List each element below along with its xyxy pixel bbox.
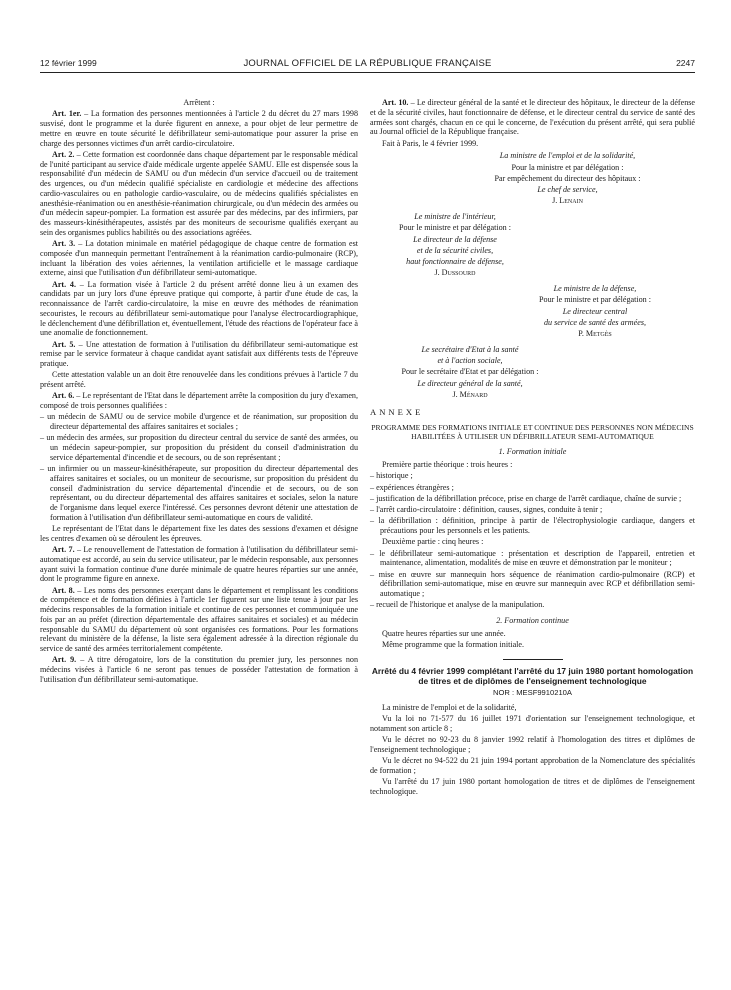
signature-block-interieur: Le ministre de l'intérieur, Pour le ministre et par délégation : Le directeur de la défense et de la sécurité civiles, haut fonctionnaire de défense, J. Dussourd <box>399 212 511 278</box>
nor-reference: NOR : MESF9910210A <box>493 687 572 697</box>
premiere-partie-item: – historique ; <box>370 471 413 481</box>
right-column <box>370 98 695 798</box>
article-5: Art. 5. – Une attestation de formation à l'utilisation du défibrillateur semi-automatique est remise par le service formateur à chaque candidat ayant satisfait aux différents tests de l'épreuve pratique. <box>40 339 359 368</box>
left-column <box>40 98 358 686</box>
visa-line: Vu le décret no 92-23 du 8 janvier 1992 relatif à l'homologation des titres et diplômes de l'enseignement technologique ; <box>370 734 695 754</box>
arrete-title: Arrêté du 4 février 1999 complétant l'arrêté du 17 juin 1980 portant homologation de titres et de diplômes de l'enseignement technologique <box>371 665 694 686</box>
premiere-partie-item: – expériences étrangères ; <box>370 482 454 492</box>
annexe-heading: ANNEXE <box>370 406 424 417</box>
section-formation-continue: 2. Formation continue <box>496 616 569 625</box>
article-6: Art. 6. – Le représentant de l'Etat dans le département arrête la composition du jury d'examen, composé de trois personnes qualifiées : <box>40 391 358 410</box>
visa-line: La ministre de l'emploi et de la solidarité, <box>382 702 517 712</box>
article-6-item-1: – un médecin de SAMU ou de service mobile d'urgence et de réanimation, sur proposition du directeur départemental des affaires sanitaires et sociales ; <box>40 412 358 431</box>
formation-continue-line: Même programme que la formation initiale. <box>382 640 525 649</box>
section-divider <box>503 659 563 660</box>
article-6-item-2: – un médecin des armées, sur proposition du directeur central du service de santé des armées, ou un médecin sapeur-pompier, sur proposition du président du conseil d'administration du service départemental d'incendie et de secours, ou de son représentant ; <box>40 433 358 462</box>
deuxieme-partie-item: – mise en œuvre sur mannequin hors séquence de réanimation cardio-pulmonaire (RCP) et défibrillation semi-automatique, mise en œuvre sur mannequin avec RCP et défibrillation semi-automatique ; <box>370 569 695 598</box>
premiere-partie-item: – justification de la défibrillation précoce, prise en charge de l'arrêt cardiaque, chaîne de survie ; <box>370 493 682 503</box>
signature-block-emploi: La ministre de l'emploi et de la solidarité, Pour la ministre et par délégation : Par empêchement du directeur des hôpitaux : Le chef de service, J. Lenain <box>494 151 641 206</box>
premiere-partie-item: – la défibrillation : définition, principe à partir de l'électrophysiologie cardiaque, dangers et précautions pour les personnels et les patients. <box>370 516 695 535</box>
visa-line: Vu la loi no 71-577 du 16 juillet 1971 d'orientation sur l'enseignement technologique, et notamment son article 8 ; <box>370 713 695 733</box>
article-4: Art. 4. – La formation visée à l'article 2 du présent arrêté donne lieu à un examen des candidats par un jury lors d'une épreuve pratique qui comporte, à partir d'une étude de cas, la reconnaissance de l'arrêt cardio-circulatoire, la mise en œuvre des méthodes de réanimation secouristes, le recours au défibrillateur semi-automatique pour l'analyse électrocardiographique, le déclenchement d'une défibrillation et, éventuellement, l'étude des réactions de l'opérateur face à une anomalie de fonctionnement. <box>40 279 359 338</box>
article-2: Art. 2. – Cette formation est coordonnée dans chaque département par le responsable médical de l'unité participant au service d'aide médicale urgente appelée SAMU. Elle est dispensée sous la responsabilité d'un médecin de SAMU ou d'un médecin d'un service d'accueil ou de traitement des urgences, ou d'un médecin qualifié spécialiste en cardiologie et médecine des affections cardio-vasculaires ou en pathologie cardio-vasculaire, ou de médecins qualifiés spécialistes en anesthésie-réanimation ou en anesthésie-réanimation chirurgicale, ou d'un médecin des armées ou d'un médecin sapeur-pompier. La formation est assurée par des médecins, par des infirmiers, par des masseurs-kinésithérapeutes, assistés par des moniteurs de secourisme qualifiés exerçant au sein des organismes publics habilités ou des associations agréées. <box>40 149 359 237</box>
article-9: Art. 9. – A titre dérogatoire, lors de la constitution du premier jury, les personnes non médecins visées à l'article 6 ne seront pas tenues de posséder l'attestation de formation à l'utilisation d'un défibrillateur semi-automatique. <box>40 655 359 684</box>
deuxieme-partie-item: – le défibrillateur semi-automatique : présentation et description de l'appareil, entretien et maintenance, alimentation, modalités de mise en œuvre et démonstration par le moniteur ; <box>370 548 695 568</box>
arretent-heading: Arrêtent : <box>183 98 215 107</box>
article-6-paragraph-2: Le représentant de l'Etat dans le département fixe les dates des sessions d'examen et désigne les centres d'examen où se déroulent les épreuves. <box>40 524 358 543</box>
article-6-item-3: – un infirmier ou un masseur-kinésithérapeute, sur proposition du directeur départemental des affaires sanitaires et sociales, ou un moniteur de secourisme, sur proposition du président du conseil d'administration du service départemental d'incendie et de secours, ou de son représentant, ou du directeur départemental des affaires sanitaires et sociales, selon la nature de l'organisme dans lequel exerce l'intéressé. Ces personnes devront détenir une attestation de formation à l'utilisation d'un défibrillateur semi-automatique en cours de validité. <box>40 464 358 522</box>
deuxieme-partie: Deuxième partie : cinq heures : <box>382 537 484 547</box>
signature-block-defense: Le ministre de la défense, Pour le ministre et par délégation : Le directeur central du service de santé des armées, P. Metgès <box>539 284 651 338</box>
article-5-paragraph-2: Cette attestation valable un an doit être renouvelée dans les conditions prévues à l'article 7 du présent arrêté. <box>40 370 358 389</box>
header-page-number: 2247 <box>676 58 695 68</box>
visa-line: Vu l'arrêté du 17 juin 1980 portant homologation de titres et de diplômes de l'enseignement technologique. <box>370 776 695 796</box>
page-header <box>40 58 695 73</box>
signature-block-sante: Le secrétaire d'Etat à la santé et à l'action sociale, Pour le secrétaire d'Etat et par délégation : Le directeur général de la santé, J. Ménard <box>401 344 539 399</box>
formation-continue-line: Quatre heures réparties sur une année. <box>382 628 506 638</box>
article-1: Art. 1er. – La formation des personnes mentionnées à l'article 2 du décret du 27 mars 1998 susvisé, dont le programme et la durée figurent en annexe, a pour objet de leur permettre de mettre en œuvre en toute sécurité le défibrillateur semi-automatique pour assurer la prise en charge des personnes victimes d'un arrêt cardio-circulatoire. <box>40 109 358 148</box>
header-journal-title: JOURNAL OFFICIEL DE LA RÉPUBLIQUE FRANÇAISE <box>243 58 492 69</box>
article-8: Art. 8. – Les noms des personnes exerçant dans le département et remplissant les conditions de compétence et de formation définies à l'article 1er figurent sur une liste tenue à jour par les médecins responsables de la formation initiale et continue de ces personnes et communiquée une fois par an au préfet (direction départementale des affaires sanitaires et sociales) et au médecin responsable du SAMU du département où sont organisées ces formations. Pour les formations relevant du ministère de la défense, la liste sera également adressée à la direction régionale du service de santé des armées territorialement compétente. <box>40 585 359 653</box>
premiere-partie-item: – l'arrêt cardio-circulatoire : définition, causes, signes, conduite à tenir ; <box>370 505 603 514</box>
programme-title: PROGRAMME DES FORMATIONS INITIALE ET CONTINUE DES PERSONNES NON MÉDECINS HABILITÉES À UTILISER UN DÉFIBRILLATEUR SEMI-AUTOMATIQUE <box>371 423 694 442</box>
visa-line: Vu le décret no 94-522 du 21 juin 1994 portant approbation de la Nomenclature des spécialités de formation ; <box>370 755 695 775</box>
fait-a-paris: Fait à Paris, le 4 février 1999. <box>382 138 479 148</box>
article-3: Art. 3. – La dotation minimale en matériel pédagogique de chaque centre de formation est composée d'un mannequin permettant l'entraînement à la réanimation cardio-pulmonaire (RCP), incluant la libération des voies aériennes, la ventilation artificielle et le massage cardiaque externe, ainsi que l'utilisation d'un défibrillateur semi-automatique. <box>40 239 359 278</box>
section-formation-initiale: 1. Formation initiale <box>498 447 567 457</box>
deuxieme-partie-item: – recueil de l'historique et analyse de la manipulation. <box>370 600 545 610</box>
header-date: 12 février 1999 <box>40 58 97 68</box>
premiere-partie: Première partie théorique : trois heures : <box>382 460 513 469</box>
article-10: Art. 10. – Le directeur général de la santé et le directeur des hôpitaux, le directeur de la défense et de la sécurité civiles, haut fonctionnaire de défense, et le directeur central du service de santé des armées sont chargés, chacun en ce qui le concerne, de l'exécution du présent arrêté, qui sera publié au Journal officiel de la République française. <box>370 98 696 137</box>
article-7: Art. 7. – Le renouvellement de l'attestation de formation à l'utilisation du défibrillateur semi-automatique est accordé, au sein du service utilisateur, par le médecin responsable, aux personnes ayant suivi la formation continue d'une durée minimale de quatre heures réparties sur une année, dont le programme figure en annexe. <box>40 545 359 584</box>
